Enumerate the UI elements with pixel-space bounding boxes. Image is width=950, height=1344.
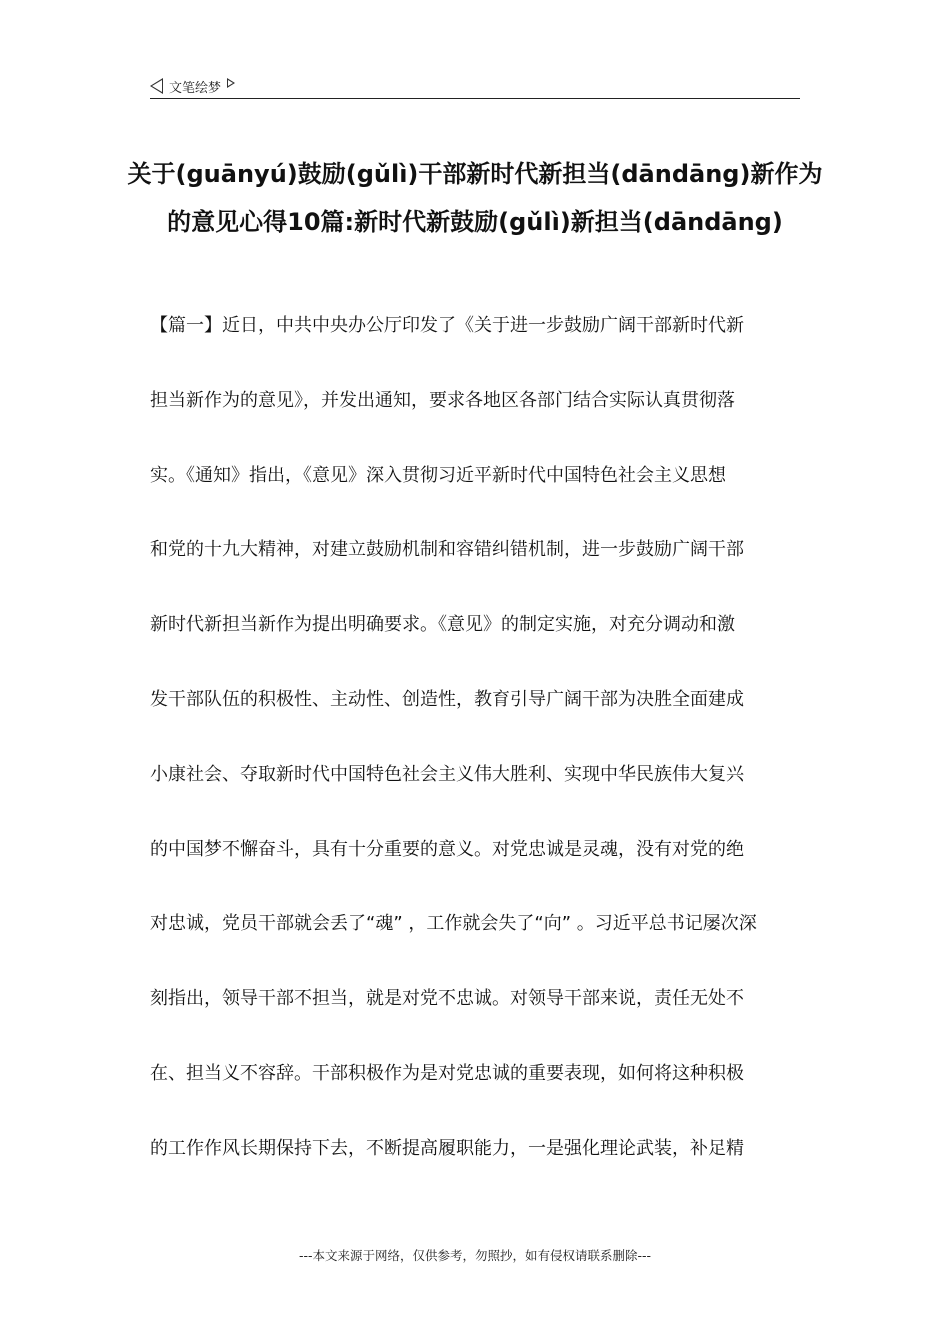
page-footer: ---本文来源于网络，仅供参考，勿照抄，如有侵权请联系删除--- — [298, 1248, 652, 1263]
header-brand: 文笔绘梦 — [169, 80, 222, 96]
body-line: 对忠诚，党员干部就会丢了“魂” ，工作就会失了“向” 。习近平总书记屡次深 — [150, 913, 757, 935]
body-line: 实。《通知》指出，《意见》深入贯彻习近平新时代中国特色社会主义思想 — [150, 464, 726, 486]
body-line: 的工作作风长期保持下去，不断提高履职能力，一是强化理论武装，补足精 — [150, 1137, 744, 1159]
body-line: 发干部队伍的积极性、主动性、创造性，教育引导广阔干部为决胜全面建成 — [150, 688, 744, 710]
body-line: 的中国梦不懈奋斗，具有十分重要的意义。对党忠诚是灵魂，没有对党的绝 — [150, 838, 744, 860]
body-line: 在、担当义不容辞。干部积极作为是对党忠诚的重要表现，如何将这种积极 — [150, 1062, 744, 1084]
body-text — [150, 300, 800, 1198]
body-line: 刻指出，领导干部不担当，就是对党不忠诚。对领导干部来说，责任无处不 — [150, 988, 744, 1010]
body-line: 担当新作为的意见》，并发出通知，要求各地区各部门结合实际认真贯彻落 — [150, 389, 735, 411]
body-line: 【篇一】近日，中共中央办公厅印发了《关于进一步鼓励广阔干部新时代新 — [150, 315, 744, 336]
document-title: 关于(guānyú)鼓励(gǔlì)干部新时代新担当(dāndāng)新作为的意见心得10篇:新时代新鼓励(gǔlì)新担当(dāndāng) — [127, 160, 823, 236]
body-line: 小康社会、夺取新时代中国特色社会主义伟大胜利、实现中华民族伟大复兴 — [150, 763, 744, 785]
body-line: 和党的十九大精神，对建立鼓励机制和容错纠错机制，进一步鼓励广阔干部 — [150, 539, 744, 561]
page-header — [150, 74, 800, 99]
body-line: 新时代新担当新作为提出明确要求。《意见》的制定实施，对充分调动和激 — [150, 614, 735, 636]
triangle-left-icon — [150, 78, 163, 94]
triangle-right-icon — [227, 78, 235, 88]
